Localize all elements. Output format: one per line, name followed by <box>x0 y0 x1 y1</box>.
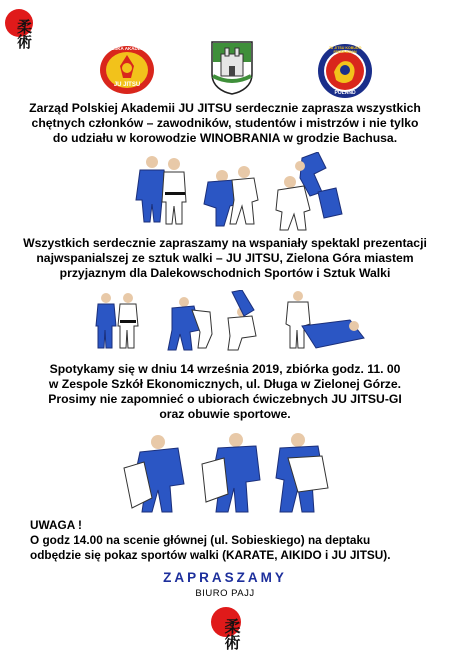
academy-logo-bottom-text: JU JITSU <box>113 82 141 88</box>
meeting-paragraph <box>0 362 450 422</box>
zielona-gora-coat-of-arms <box>210 40 254 96</box>
fighter-pair-2 <box>204 166 258 226</box>
zapraszamy-heading: ZAPRASZAMY <box>163 570 287 585</box>
ju-jitsu-figures-row-2 <box>92 290 372 352</box>
invite-line: najwspanialszej ze sztuk walki – JU JITSU, Zielona Góra miastem <box>36 251 414 265</box>
polish-academy-ju-jitsu-logo <box>98 44 156 96</box>
meeting-line: Spotykamy się w dniu 14 września 2019, zbiórka godz. 11. 00 <box>49 362 401 376</box>
meeting-line: w Zespole Szkół Ekonomicznych, ul. Długa w Zielonej Górze. <box>48 377 402 391</box>
fighter-pair-10 <box>276 433 328 512</box>
federation-logo-bottom-text: POLAND <box>334 90 356 96</box>
intro-line: Zarząd Polskiej Akademii JU JITSU serdecznie zaprasza wszystkich <box>29 101 421 115</box>
federation-logo-ring-text: JU JITSU KOBUDO FEDERATION <box>328 46 362 54</box>
ju-jitsu-kanji: 柔術 <box>222 618 241 650</box>
fighter-pair-1 <box>136 156 186 224</box>
fighter-pair-4 <box>96 293 138 348</box>
fighter-pair-5 <box>168 297 212 350</box>
fighter-pair-3 <box>276 152 342 230</box>
invite-line: Wszystkich serdecznie zapraszamy na wspaniały spektakl prezentacji <box>23 236 427 250</box>
fighter-pair-6 <box>228 290 256 350</box>
intro-line: chętnych członków – zawodników, studentów i mistrzów i nie tylko <box>31 116 419 130</box>
intro-paragraph <box>0 101 450 146</box>
fighter-pair-8 <box>124 435 184 512</box>
meeting-line: oraz obuwie sportowe. <box>159 407 291 421</box>
signature-biuro: BIURO PAJJ <box>195 588 255 599</box>
fighter-pair-9 <box>202 433 260 512</box>
fighter-pair-7 <box>286 291 364 348</box>
ju-jitsu-figures-row-1 <box>112 152 352 232</box>
notice-line: O godz 14.00 na scenie głównej (ul. Sobieskiego) na deptaku <box>30 533 371 547</box>
academy-logo-ring-text: POLSKA AKADEMIA <box>105 46 149 51</box>
notice-heading: UWAGA ! <box>30 518 82 532</box>
invite-paragraph <box>0 236 450 281</box>
ju-jitsu-kanji: 柔術 <box>15 19 33 49</box>
notice-line: odbędzie się pokaz sportów walki (KARATE, AIKIDO i JU JITSU). <box>30 548 391 562</box>
intro-line: do udziału w korowodzie WINOBRANIA w grodzie Bachusa. <box>52 131 398 145</box>
invite-line: przyjaznym dla Dalekowschodnich Sportów i Sztuk Walki <box>59 266 391 280</box>
notice-paragraph <box>30 518 391 563</box>
ju-jitsu-emblem-top <box>4 6 34 54</box>
ju-jitsu-figures-row-3 <box>118 428 334 514</box>
meeting-line: Prosimy nie zapomnieć o ubiorach ćwiczebnych JU JITSU-GI <box>48 392 402 406</box>
ju-jitsu-emblem-bottom <box>210 604 242 656</box>
